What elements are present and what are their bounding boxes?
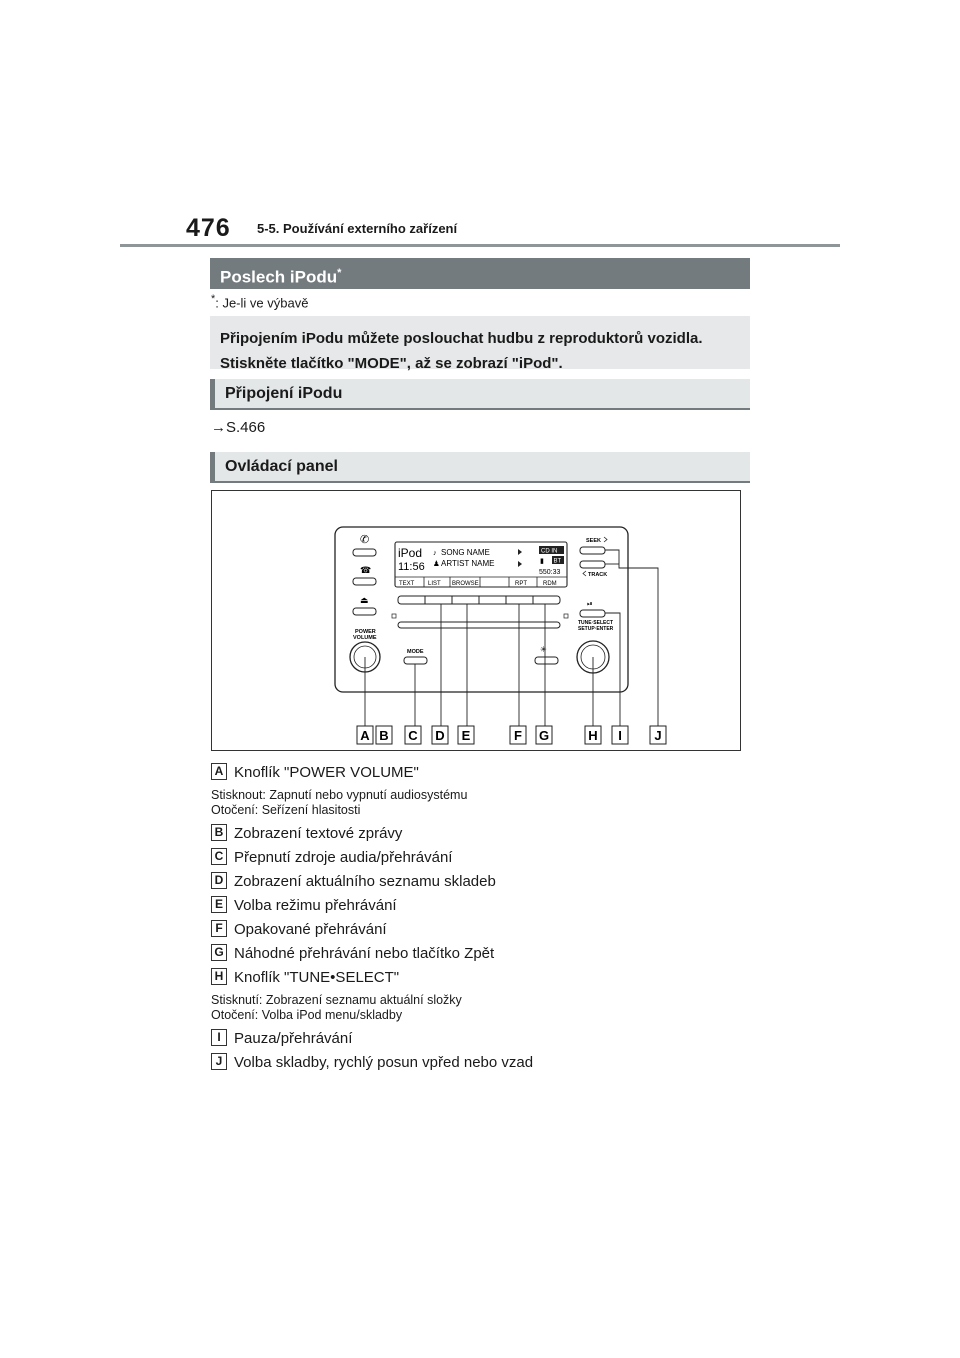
list-item-g: [211, 944, 494, 964]
screen-button-list: LIST: [428, 581, 441, 587]
screen-button-text: TEXT: [399, 581, 415, 587]
note-icon: ♪: [433, 548, 437, 557]
callout-e: E: [461, 728, 471, 743]
eject-icon: ⏏: [360, 595, 369, 605]
item-text: Knoflík "TUNE•SELECT": [234, 969, 400, 986]
cd-slot: [398, 622, 560, 628]
item-key: J: [211, 1053, 227, 1070]
list-item-b: [211, 824, 402, 844]
callout-a: A: [360, 728, 370, 743]
item-key: E: [211, 896, 227, 913]
item-a-detail-2: Otočení: Seřízení hlasitosti: [211, 803, 361, 817]
list-item-i: [211, 1029, 352, 1049]
callout-g: G: [538, 728, 550, 743]
play-pause-icon: ⏯: [587, 601, 593, 608]
item-h-detail-2: Otočení: Volba iPod menu/skladby: [211, 1008, 403, 1022]
item-text: Volba režimu přehrávání: [234, 897, 397, 914]
seek-button: [580, 547, 605, 554]
item-h-detail-1: Stisknutí: Zobrazení seznamu aktuální složky: [211, 993, 462, 1007]
item-key: B: [211, 824, 227, 841]
callout-h: H: [588, 728, 598, 743]
cd-indicator: CD IN: [541, 548, 558, 555]
item-text: Přepnutí zdroje audia/přehrávání: [234, 849, 453, 866]
intro-box: [210, 316, 750, 372]
item-text: Knoflík "POWER VOLUME": [234, 764, 419, 781]
chapter-title: 5-5. Používání externího zařízení: [257, 221, 458, 236]
screen-button-rpt: RPT: [515, 581, 527, 587]
section-title-mark: *: [337, 267, 342, 279]
screen-song: SONG NAME: [441, 548, 490, 557]
screen-artist: ARTIST NAME: [441, 559, 495, 568]
hangup-button: [353, 578, 376, 585]
page-number: 476: [186, 214, 231, 242]
connect-heading: Připojení iPodu: [210, 379, 750, 410]
item-a-detail-1: Stisknout: Zapnutí nebo vypnutí audiosystému: [211, 788, 468, 802]
section-title: Poslech iPodu: [220, 267, 338, 287]
eject-button: [353, 608, 376, 615]
bt-indicator: BT: [553, 558, 562, 565]
callout-labels: [357, 726, 666, 744]
phone-on-hook-icon: ✆: [360, 534, 370, 546]
power-label-1: POWER: [355, 629, 376, 635]
item-text: Opakované přehrávání: [234, 921, 387, 938]
mode-button: [404, 657, 427, 664]
list-item-d: [211, 872, 496, 892]
screen-mode: iPod: [398, 546, 423, 560]
track-button: [580, 561, 605, 568]
item-key: C: [211, 848, 227, 865]
slot-marker-left: [392, 614, 396, 618]
item-text: Náhodné přehrávání nebo tlačítko Zpět: [234, 945, 495, 962]
elapsed-time: 550:33: [539, 569, 561, 576]
list-item-j: [211, 1053, 533, 1073]
item-key: F: [211, 920, 227, 937]
panel-heading: Ovládací panel: [210, 452, 750, 483]
phone-hangup-icon: ☎: [360, 565, 372, 575]
mode-label: MODE: [407, 649, 424, 655]
list-item-a: [211, 763, 419, 783]
screen-time: 11:56: [398, 561, 425, 573]
item-key: D: [211, 872, 227, 889]
power-label-2: VOLUME: [353, 635, 377, 641]
list-item-f: [211, 920, 387, 940]
callout-c: C: [408, 728, 418, 743]
intro-line-2: Stiskněte tlačítko "MODE", až se zobrazí "iPod".: [220, 355, 563, 372]
list-item-h: [211, 968, 399, 988]
sensor-icon: ✳: [540, 645, 547, 654]
header-rule: [120, 244, 840, 247]
return-button: [535, 657, 558, 664]
screen-button-browse: BROWSE: [452, 581, 479, 587]
play-pause-button: [580, 610, 605, 617]
item-key: H: [211, 968, 227, 985]
section-title-bar: [210, 258, 750, 289]
item-a-detail: [211, 788, 467, 818]
seek-label: SEEK: [586, 538, 601, 544]
item-text: Zobrazení aktuálního seznamu skladeb: [234, 873, 496, 890]
item-key: A: [211, 763, 227, 780]
slot-marker-right: [564, 614, 568, 618]
footnote-text: : Je-li ve výbavě: [215, 295, 309, 311]
callout-d: D: [435, 728, 445, 743]
control-panel-figure: [211, 490, 741, 751]
person-icon: ♟: [433, 559, 440, 568]
tune-label-1: TUNE·SELECT: [578, 620, 613, 626]
item-key: I: [211, 1029, 227, 1046]
signal-icon: ▮: [540, 558, 544, 565]
item-key: G: [211, 944, 227, 961]
pickup-button: [353, 549, 376, 556]
callout-j: J: [654, 728, 662, 743]
callout-i: I: [618, 728, 622, 743]
intro-line-1: Připojením iPodu můžete poslouchat hudbu z reproduktorů vozidla.: [220, 330, 703, 347]
page-reference-link[interactable]: →S.466: [211, 419, 266, 436]
footnote-mark: *: [211, 293, 216, 305]
screen-button-rdm: RDM: [543, 581, 557, 587]
item-text: Pauza/přehrávání: [234, 1030, 353, 1047]
list-item-c: [211, 848, 452, 868]
item-text: Zobrazení textové zprávy: [234, 825, 403, 842]
tune-label-2: SETUP·ENTER: [578, 626, 614, 632]
item-text: Volba skladby, rychlý posun vpřed nebo vzad: [234, 1054, 534, 1071]
footnote: [211, 293, 308, 310]
list-item-e: [211, 896, 397, 916]
item-h-detail: [211, 993, 462, 1023]
callout-b: B: [379, 728, 389, 743]
callout-f: F: [514, 728, 522, 743]
track-label: TRACK: [588, 572, 608, 578]
